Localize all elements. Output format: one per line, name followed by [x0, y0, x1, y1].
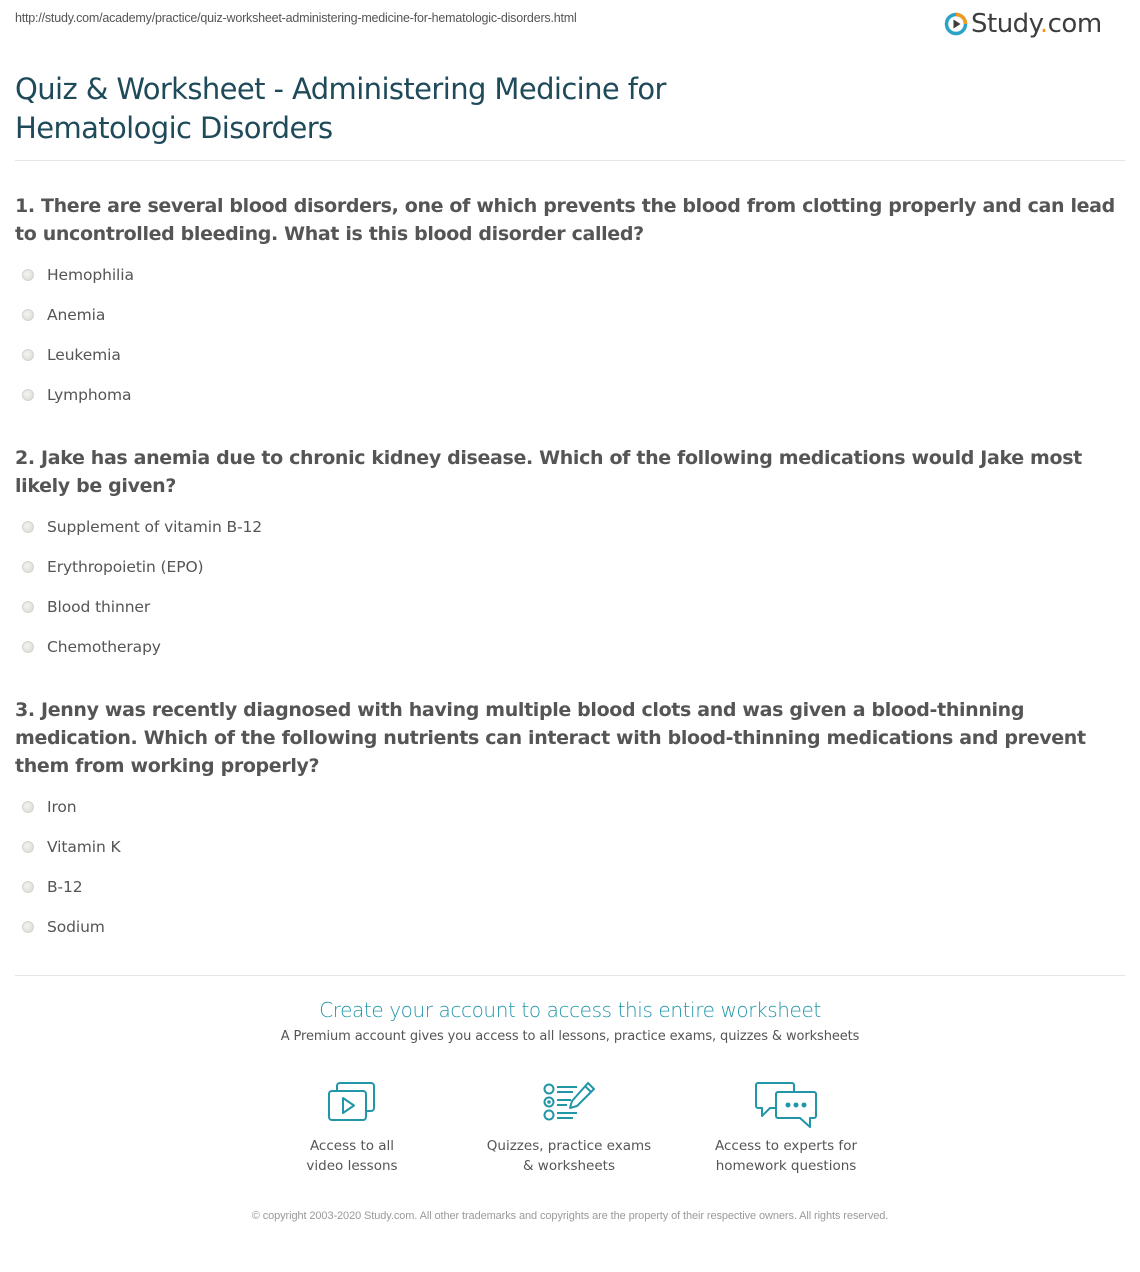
answer-option[interactable]: Sodium: [22, 907, 121, 947]
page-url: http://study.com/academy/practice/quiz-worksheet-administering-medicine-for-hematologic-disorders.html: [15, 11, 577, 25]
question-3-options: [22, 787, 121, 947]
answer-option[interactable]: Iron: [22, 787, 121, 827]
logo-text: Study.com: [971, 9, 1102, 39]
radio-button[interactable]: [22, 309, 34, 321]
radio-button[interactable]: [22, 561, 34, 573]
question-1: 1. There are several blood disorders, one of which prevents the blood from clotting properly and can lead to uncontrolled bleeding. What is this blood disorder called?: [15, 195, 1115, 245]
chat-bubbles-icon: [686, 1080, 886, 1130]
quiz-checklist-icon: [469, 1080, 669, 1124]
radio-button[interactable]: [22, 521, 34, 533]
radio-button[interactable]: [22, 349, 34, 361]
radio-button[interactable]: [22, 881, 34, 893]
answer-option[interactable]: Erythropoietin (EPO): [22, 547, 262, 587]
create-account-link[interactable]: Create your account to access this entire worksheet: [319, 998, 821, 1022]
radio-button[interactable]: [22, 801, 34, 813]
section-divider: [15, 975, 1125, 976]
answer-option[interactable]: Hemophilia: [22, 255, 134, 295]
radio-button[interactable]: [22, 389, 34, 401]
radio-button[interactable]: [22, 269, 34, 281]
radio-button[interactable]: [22, 841, 34, 853]
answer-option[interactable]: Anemia: [22, 295, 134, 335]
radio-button[interactable]: [22, 641, 34, 653]
question-2-options: [22, 507, 262, 667]
answer-option[interactable]: Chemotherapy: [22, 627, 262, 667]
feature-experts: Access to experts for homework questions: [686, 1080, 886, 1176]
answer-option[interactable]: Leukemia: [22, 335, 134, 375]
study-com-logo[interactable]: [944, 8, 1102, 40]
feature-quizzes: Quizzes, practice exams & worksheets: [469, 1080, 669, 1176]
feature-video-lessons: Access to all video lessons: [252, 1080, 452, 1176]
answer-option[interactable]: B-12: [22, 867, 121, 907]
radio-button[interactable]: [22, 921, 34, 933]
answer-option[interactable]: Supplement of vitamin B-12: [22, 507, 262, 547]
radio-button[interactable]: [22, 601, 34, 613]
play-circle-icon: [944, 12, 968, 36]
answer-option[interactable]: Blood thinner: [22, 587, 262, 627]
page-title: Quiz & Worksheet - Administering Medicine for Hematologic Disorders: [15, 72, 666, 145]
copyright-notice: © copyright 2003-2020 Study.com. All other trademarks and copyrights are the property of their respective owners. All rights reserved.: [251, 1210, 889, 1222]
title-divider: [15, 160, 1125, 161]
question-2: 2. Jake has anemia due to chronic kidney disease. Which of the following medications would Jake most likely be given?: [15, 447, 1082, 497]
answer-option[interactable]: Vitamin K: [22, 827, 121, 867]
video-lessons-icon: [252, 1080, 452, 1124]
answer-option[interactable]: Lymphoma: [22, 375, 134, 415]
question-3: 3. Jenny was recently diagnosed with having multiple blood clots and was given a blood-thinning medication. Which of the following nutrients can interact with blood-thinning medications and prevent them from working properly?: [15, 699, 1086, 777]
premium-description: A Premium account gives you access to all lessons, practice exams, quizzes & worksheets: [280, 1029, 860, 1044]
question-1-options: [22, 255, 134, 415]
